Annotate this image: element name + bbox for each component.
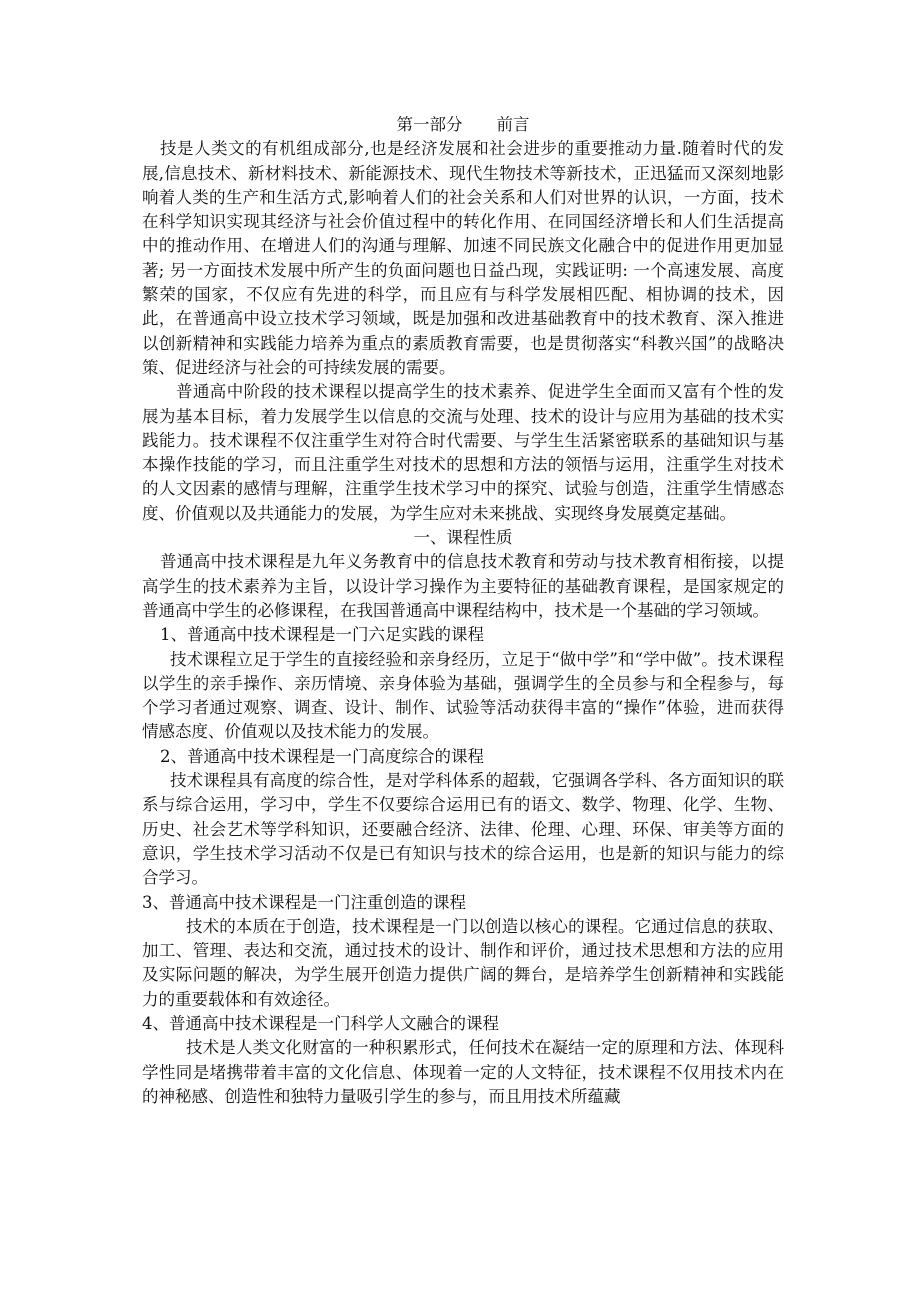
item-body-4: 技术是人类文化财富的一种积累形式，任何技术在凝结一定的原理和方法、体现科学性同是堵携带着丰富的文化信息、体现着一定的人文特征，技术课程不仅用技术内在的神秘感、创造性和独特力量吸引学生的参与，而且用技术所蕴藏 <box>142 1038 784 1106</box>
item-heading-2: 2、普通高中技术课程是一门高度综合的课程 <box>160 746 484 766</box>
preface-paragraph-2: 普通高中阶段的技术课程以提高学生的技术素养、促进学生全面而又富有个性的发展为基本目标，着力发展学生以信息的交流与处理、技术的设计与应用为基础的技术实践能力。技术课程不仅注重学生对符合时代需要、与学生生活紧密联系的基础知识与基本操作技能的学习，而且注重学生对技术的思想和方法的领悟与运用，注重学生对技术的人文因素的感情与理解，注重学生技术学习中的探究、试验与创造，注重学生情感态度、价值观以及共通能力的发展，为学生应对未来挑战、实现终身发展奠定基础。 <box>142 382 784 523</box>
item-heading-4: 4、普通高中技术课程是一门科学人文融合的课程 <box>142 1013 499 1033</box>
title-part: 第一部分 <box>396 115 463 134</box>
section-heading: 一、课程性质 <box>413 528 513 548</box>
section-intro: 普通高中技术课程是九年义务教育中的信息技术教育和劳动与技术教育相衔接，以提高学生的技术素养为主旨，以设计学习操作为主要特征的基础教育课程，是国家规定的普通高中学生的必修课程，在我国普通高中课程结构中，技术是一个基础的学习领域。 <box>142 552 784 620</box>
item-body-2: 技术课程具有高度的综合性，是对学科体系的超载，它强调各学科、各方面知识的联系与综合运用，学习中，学生不仅要综合运用已有的语文、数学、物理、化学、生物、历史、社会艺术等学科知识，还要融合经济、法律、伦理、心理、环保、审美等方面的意识，学生技术学习活动不仅是已有知识与技术的综合运用，也是新的知识与能力的综合学习。 <box>142 771 784 888</box>
document-page <box>142 113 784 1109</box>
title-name: 前言 <box>496 115 530 134</box>
item-heading-1: 1、普通高中技术课程是一门六足实践的课程 <box>160 625 484 645</box>
page-title <box>142 113 784 137</box>
item-body-1: 技术课程立足于学生的直接经验和亲身经历，立足于“做中学”和“学中做”。技术课程以学生的亲手操作、亲历情境、亲身体验为基础，强调学生的全员参与和全程参与，每个学习者通过观察、调查、设计、制作、试验等活动获得丰富的“操作”体验，进而获得情感态度、价值观以及技术能力的发展。 <box>142 649 784 742</box>
item-heading-3: 3、普通高中技术课程是一门注重创造的课程 <box>142 892 466 912</box>
preface-paragraph-1: 技是人类文的有机组成部分,也是经济发展和社会进步的重要推动力量.随着时代的发展,信息技术、新材料技术、新能源技术、现代生物技术等新技术，正迅猛而又深刻地影响着人类的生产和生活方式,影响着人们的社会关系和人们对世界的认识，一方面，技术在科学知识实现其经济与社会价值过程中的转化作用、在同国经济增长和人们生活提高中的推动作用、在增进人们的沟通与理解、加速不同民族文化融合中的促进作用更加显著; 另一方面技术发展中所产生的负面问题也日益凸现，实践证明: 一个高速发展、高度繁荣的国家，不仅应有先进的科学，而且应有与科学发展相匹配、相协调的技术，因此，在普通高中设立技术学习领域，既是加强和改进基础教育中的技术教育、深入推进以创新精神和实践能力培养为重点的素质教育需要，也是贯彻落实“科教兴国”的战略决策、促进经济与社会的可持续发展的需要。 <box>142 139 784 377</box>
item-body-3: 技术的本质在于创造，技术课程是一门以创造以核心的课程。它通过信息的获取、加工、管理、表达和交流，通过技术的设计、制作和评价，通过技术思想和方法的应用及实际问题的解决，为学生展开创造力提供广阔的舞台，是培养学生创新精神和实践能力的重要载体和有效途径。 <box>142 916 784 1009</box>
